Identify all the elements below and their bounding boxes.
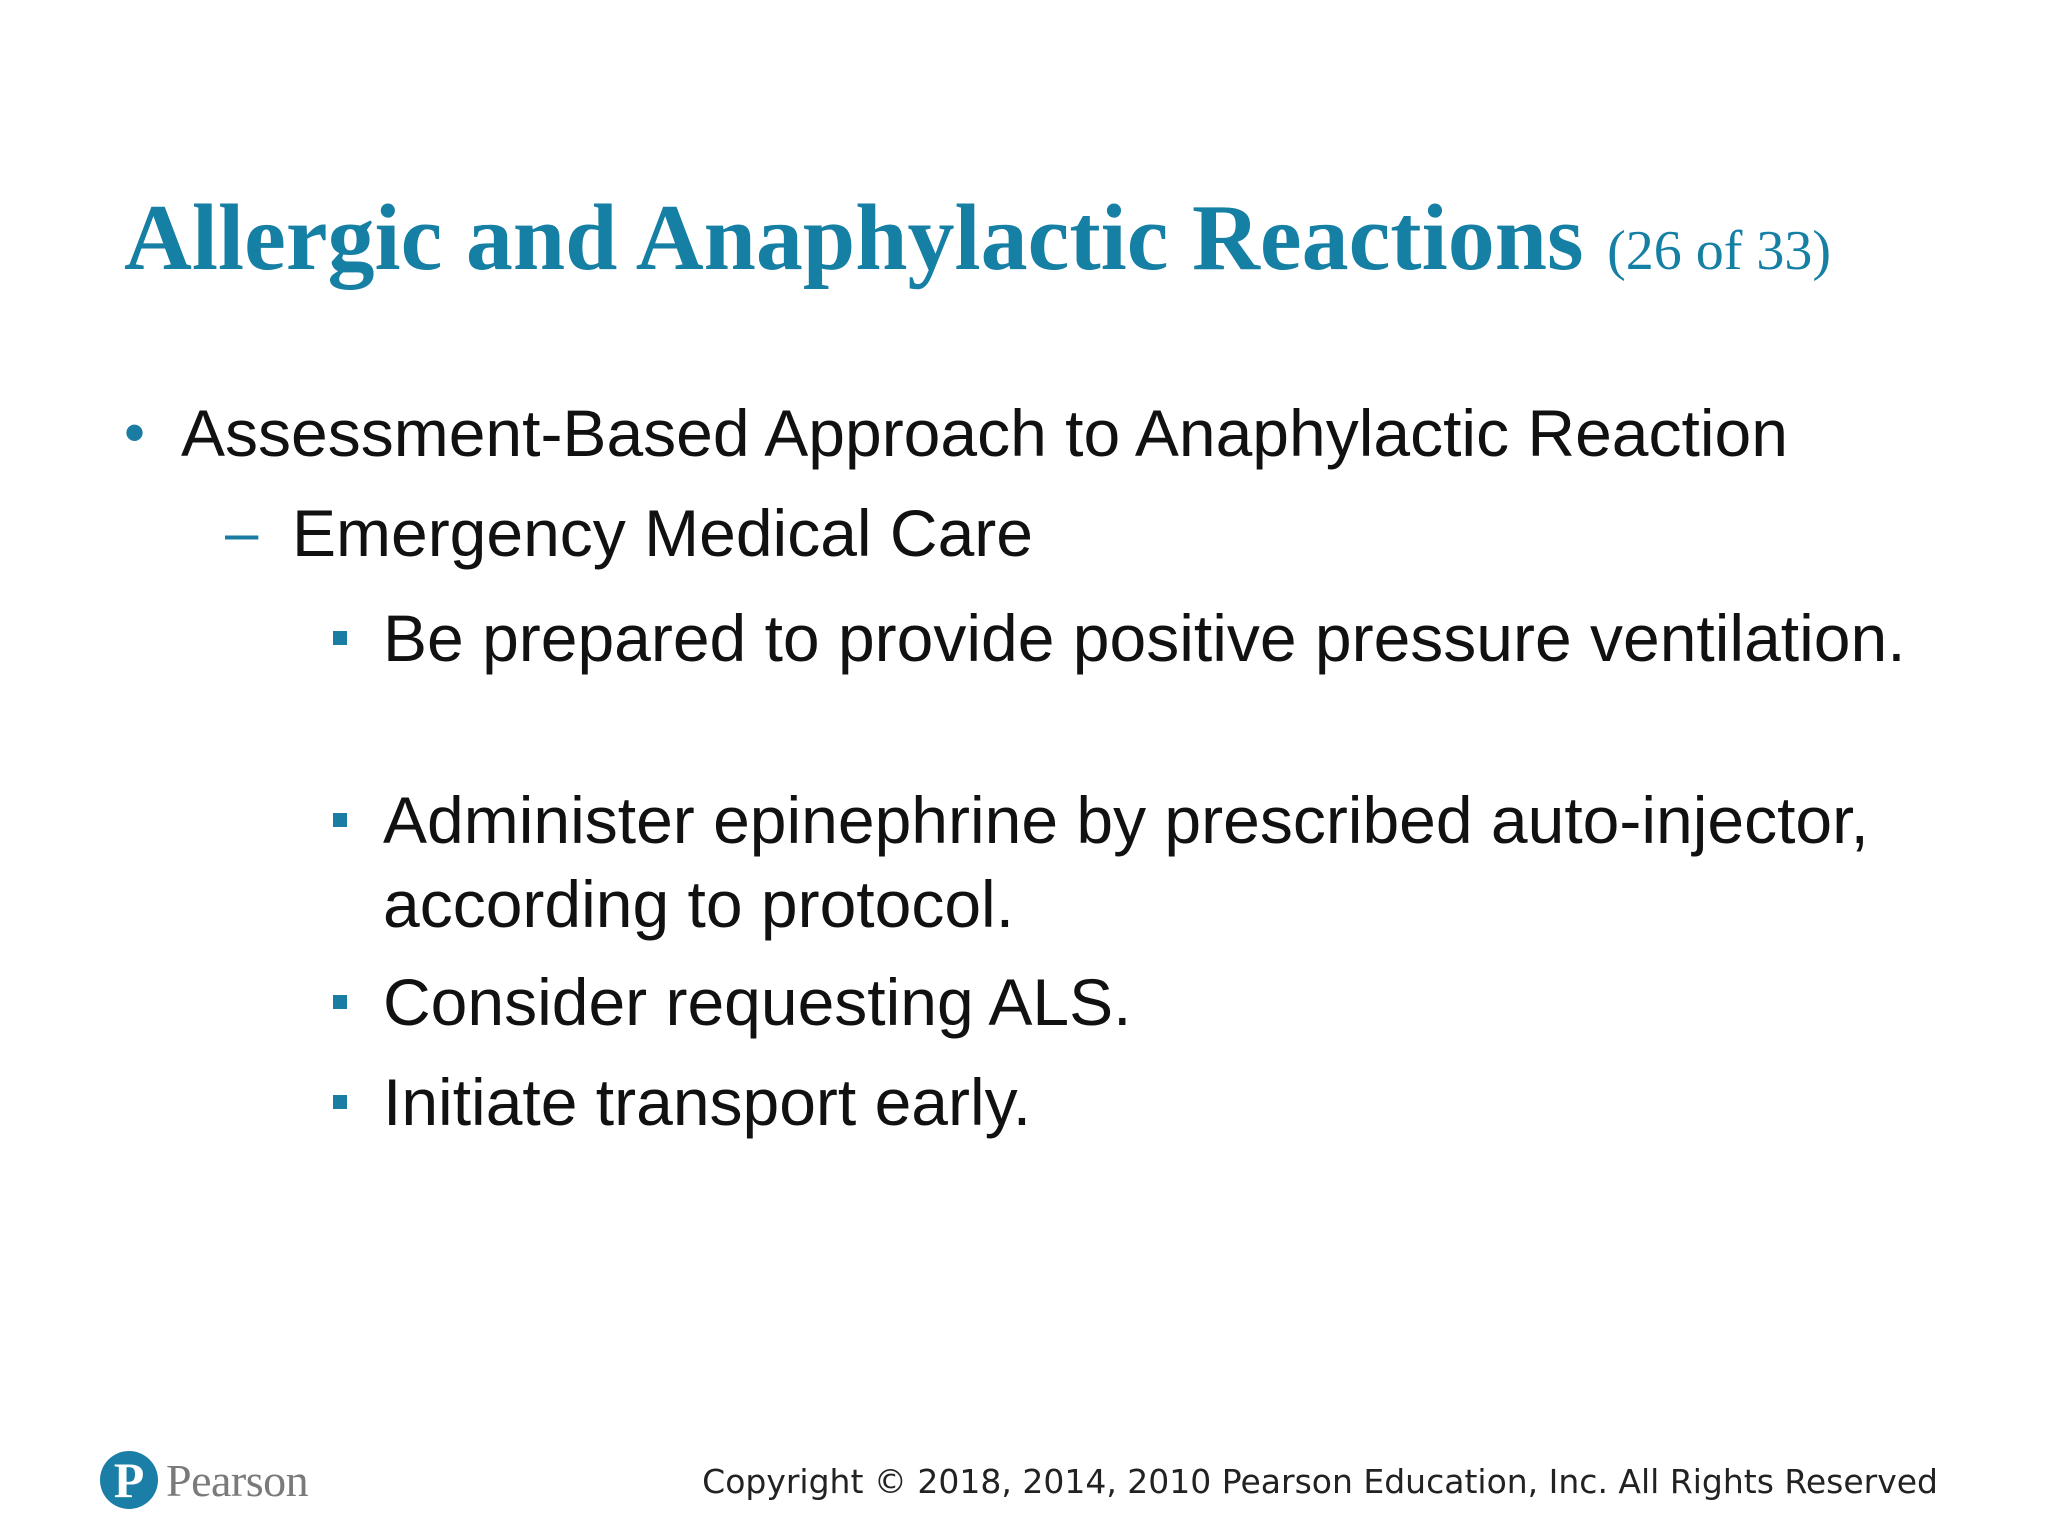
square-bullet-icon xyxy=(333,1095,347,1109)
square-bullet-icon xyxy=(333,995,347,1009)
slide-counter: (26 of 33) xyxy=(1607,220,1832,282)
level1-bullet-text: Assessment-Based Approach to Anaphylactic Reaction xyxy=(181,396,1788,470)
list-item-text: Administer epinephrine by prescribed auto-injector, according to protocol. xyxy=(383,783,1869,941)
list-item-text: Consider requesting ALS. xyxy=(383,965,1132,1039)
list-item-text: Be prepared to provide positive pressure ventilation. xyxy=(383,601,1906,675)
copyright-notice: Copyright © 2018, 2014, 2010 Pearson Education, Inc. All Rights Reserved xyxy=(702,1462,1938,1501)
list-item-text: Initiate transport early. xyxy=(383,1065,1032,1139)
pearson-p-icon: P xyxy=(100,1451,158,1509)
pearson-logo xyxy=(100,1447,308,1513)
square-bullet-icon xyxy=(333,631,347,645)
square-bullet-icon xyxy=(333,813,347,827)
slide-title xyxy=(124,178,1831,311)
dash-marker: – xyxy=(225,499,259,566)
slide-title-text: Allergic and Anaphylactic Reactions xyxy=(124,186,1584,290)
pearson-wordmark: Pearson xyxy=(166,1454,309,1506)
level2-bullet-text: Emergency Medical Care xyxy=(292,496,1033,570)
bullet-marker: • xyxy=(124,399,146,466)
